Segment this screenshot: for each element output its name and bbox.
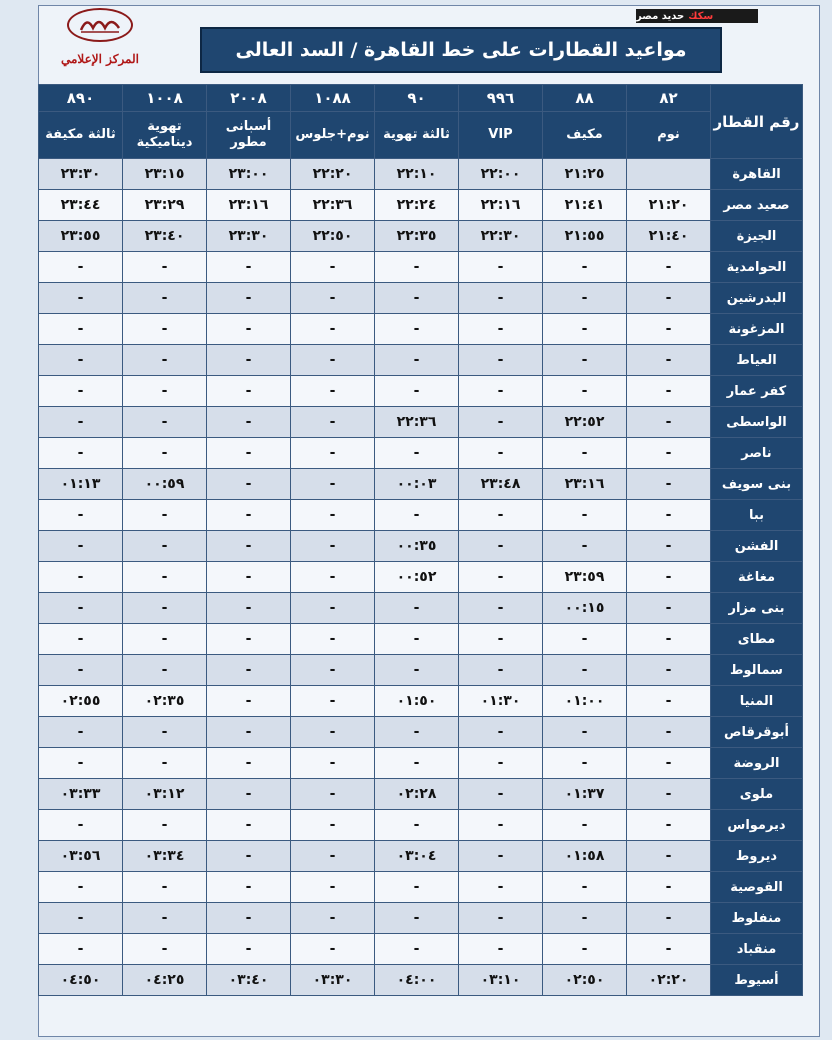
time-cell: - [207, 872, 291, 903]
train-number-header: ٩٩٦ [459, 85, 543, 112]
time-cell: - [39, 500, 123, 531]
time-cell: ٢٣:٣٠ [39, 159, 123, 190]
time-cell: - [207, 810, 291, 841]
table-row [39, 190, 803, 221]
time-cell: - [39, 872, 123, 903]
time-cell: ٢٣:١٦ [207, 190, 291, 221]
train-type-header: ثالثة مكيفة [39, 112, 123, 159]
time-cell: ٠٢:٢٠ [627, 965, 711, 996]
train-number-header: ٢٠٠٨ [207, 85, 291, 112]
time-cell: - [543, 872, 627, 903]
time-cell: - [375, 748, 459, 779]
time-cell: - [291, 283, 375, 314]
table-row [39, 593, 803, 624]
time-cell: - [375, 345, 459, 376]
time-cell: ٠٣:٠٤ [375, 841, 459, 872]
time-cell: - [123, 283, 207, 314]
table-row [39, 376, 803, 407]
time-cell: - [627, 500, 711, 531]
time-cell: - [459, 872, 543, 903]
time-cell: - [627, 407, 711, 438]
station-name: القوصية [711, 872, 803, 903]
table-row [39, 500, 803, 531]
time-cell [627, 159, 711, 190]
time-cell: - [375, 624, 459, 655]
time-cell: - [291, 748, 375, 779]
table-row [39, 779, 803, 810]
time-cell: - [291, 903, 375, 934]
time-cell: - [207, 934, 291, 965]
station-name: مطاى [711, 624, 803, 655]
railway-emblem-icon [67, 8, 133, 42]
time-cell: - [39, 345, 123, 376]
time-cell: - [123, 407, 207, 438]
time-cell: ٢٣:٢٩ [123, 190, 207, 221]
time-cell: - [627, 779, 711, 810]
time-cell: ٠٠:١٥ [543, 593, 627, 624]
time-cell: - [627, 314, 711, 345]
time-cell: ٢٣:١٥ [123, 159, 207, 190]
media-center-logo [50, 8, 150, 72]
time-cell: - [543, 283, 627, 314]
time-cell: - [207, 531, 291, 562]
brand-word-a: سكك [688, 10, 714, 22]
table-row [39, 748, 803, 779]
time-cell: - [543, 438, 627, 469]
time-cell: ٠٢:٥٥ [39, 686, 123, 717]
time-cell: - [543, 934, 627, 965]
time-cell: - [123, 872, 207, 903]
time-cell: - [375, 438, 459, 469]
time-cell: - [39, 903, 123, 934]
train-number-header: ٨٢ [627, 85, 711, 112]
time-cell: - [459, 779, 543, 810]
time-cell: ٢٢:٠٠ [459, 159, 543, 190]
time-cell: - [207, 593, 291, 624]
time-cell: - [207, 438, 291, 469]
station-name: المزغونة [711, 314, 803, 345]
time-cell: ٠١:٣٠ [459, 686, 543, 717]
time-cell: - [39, 810, 123, 841]
time-cell: - [459, 283, 543, 314]
time-cell: - [123, 438, 207, 469]
station-name: الروضة [711, 748, 803, 779]
time-cell: - [459, 252, 543, 283]
time-cell: - [39, 376, 123, 407]
time-cell: - [459, 810, 543, 841]
time-cell: ٢٣:٤٤ [39, 190, 123, 221]
time-cell: - [39, 531, 123, 562]
time-cell: ٠٣:٥٦ [39, 841, 123, 872]
time-cell: ٠٣:١٢ [123, 779, 207, 810]
time-cell: - [543, 717, 627, 748]
time-cell: - [543, 748, 627, 779]
time-cell: - [627, 562, 711, 593]
station-name: القاهرة [711, 159, 803, 190]
station-column-header: رقم القطار [711, 85, 803, 159]
time-cell: - [459, 841, 543, 872]
time-cell: - [459, 531, 543, 562]
time-cell: - [123, 593, 207, 624]
time-cell: - [459, 593, 543, 624]
time-cell: - [123, 500, 207, 531]
time-cell: - [375, 252, 459, 283]
time-cell: ٠٣:١٠ [459, 965, 543, 996]
time-cell: ٢٢:٥٢ [543, 407, 627, 438]
time-cell: - [123, 655, 207, 686]
time-cell: - [291, 934, 375, 965]
time-cell: - [627, 655, 711, 686]
time-cell: ٢٢:١٠ [375, 159, 459, 190]
time-cell: ٢١:٤١ [543, 190, 627, 221]
time-cell: - [375, 314, 459, 345]
time-cell: ٢٣:٥٥ [39, 221, 123, 252]
time-cell: - [207, 624, 291, 655]
time-cell: ٠٠:٠٣ [375, 469, 459, 500]
time-cell: - [543, 624, 627, 655]
station-name: ديرمواس [711, 810, 803, 841]
time-cell: - [627, 748, 711, 779]
time-cell: - [459, 314, 543, 345]
time-cell: ٢٢:٢٤ [375, 190, 459, 221]
time-cell: - [291, 314, 375, 345]
train-type-header: مكيف [543, 112, 627, 159]
time-cell: - [39, 934, 123, 965]
station-name: ببا [711, 500, 803, 531]
time-cell: - [543, 903, 627, 934]
time-cell: - [123, 624, 207, 655]
train-type-row [39, 112, 803, 159]
table-row [39, 965, 803, 996]
time-cell: - [627, 593, 711, 624]
time-cell: ٠٠:٥٩ [123, 469, 207, 500]
time-cell: - [123, 376, 207, 407]
time-cell: - [207, 748, 291, 779]
time-cell: - [459, 407, 543, 438]
time-cell: - [123, 748, 207, 779]
time-cell: - [291, 686, 375, 717]
table-row [39, 810, 803, 841]
time-cell: - [207, 407, 291, 438]
time-cell: - [123, 531, 207, 562]
time-cell: - [207, 717, 291, 748]
time-cell: - [123, 345, 207, 376]
station-name: أسيوط [711, 965, 803, 996]
time-cell: - [375, 717, 459, 748]
time-cell: ٢١:٥٥ [543, 221, 627, 252]
station-name: العياط [711, 345, 803, 376]
page-title: مواعيد القطارات على خط القاهرة / السد العالى [200, 27, 722, 73]
time-cell: ٢٢:٣٠ [459, 221, 543, 252]
time-cell: ٢٣:٠٠ [207, 159, 291, 190]
time-cell: - [375, 593, 459, 624]
time-cell: ٢١:٤٠ [627, 221, 711, 252]
time-cell: - [291, 438, 375, 469]
time-cell: ٢٢:٢٠ [291, 159, 375, 190]
time-cell: - [375, 903, 459, 934]
time-cell: ٠٤:٥٠ [39, 965, 123, 996]
time-cell: - [627, 841, 711, 872]
station-name: الجيزة [711, 221, 803, 252]
time-cell: - [207, 283, 291, 314]
time-cell: - [207, 314, 291, 345]
train-type-header: أسبانى مطور [207, 112, 291, 159]
time-cell: - [543, 252, 627, 283]
table-row [39, 314, 803, 345]
train-number-header: ١٠٠٨ [123, 85, 207, 112]
train-type-header: نوم [627, 112, 711, 159]
train-number-header: ٩٠ [375, 85, 459, 112]
time-cell: - [627, 810, 711, 841]
table-row [39, 934, 803, 965]
time-cell: - [291, 345, 375, 376]
time-cell: - [291, 810, 375, 841]
time-cell: - [207, 376, 291, 407]
station-name: الواسطى [711, 407, 803, 438]
time-cell: - [291, 872, 375, 903]
time-cell: - [627, 283, 711, 314]
time-cell: - [375, 283, 459, 314]
time-cell: - [543, 345, 627, 376]
time-cell: - [459, 624, 543, 655]
time-cell: - [291, 624, 375, 655]
time-cell: - [39, 655, 123, 686]
time-cell: ٢٣:١٦ [543, 469, 627, 500]
time-cell: - [123, 934, 207, 965]
time-cell: - [291, 407, 375, 438]
time-cell: ٢٣:٤٠ [123, 221, 207, 252]
train-number-header: ١٠٨٨ [291, 85, 375, 112]
time-cell: - [291, 531, 375, 562]
table-row [39, 469, 803, 500]
time-cell: - [627, 872, 711, 903]
table-row [39, 655, 803, 686]
time-cell: - [207, 252, 291, 283]
time-cell: - [291, 500, 375, 531]
time-cell: ٠٤:٢٥ [123, 965, 207, 996]
time-cell: - [627, 345, 711, 376]
station-name: كفر عمار [711, 376, 803, 407]
time-cell: ٢٣:٣٠ [207, 221, 291, 252]
station-name: بنى مزار [711, 593, 803, 624]
table-row [39, 283, 803, 314]
time-cell: - [459, 345, 543, 376]
station-name: ناصر [711, 438, 803, 469]
station-name: أبوقرقاص [711, 717, 803, 748]
table-row [39, 717, 803, 748]
time-cell: - [543, 500, 627, 531]
time-cell: - [627, 438, 711, 469]
table-row [39, 159, 803, 190]
time-cell: ٢١:٢٥ [543, 159, 627, 190]
station-name: صعيد مصر [711, 190, 803, 221]
station-name: ملوى [711, 779, 803, 810]
time-cell: - [207, 779, 291, 810]
table-row [39, 407, 803, 438]
time-cell: - [207, 469, 291, 500]
train-type-header: VIP [459, 112, 543, 159]
time-cell: - [627, 624, 711, 655]
time-cell: ٠٤:٠٠ [375, 965, 459, 996]
time-cell: - [291, 593, 375, 624]
time-cell: - [123, 717, 207, 748]
time-cell: - [459, 562, 543, 593]
time-cell: - [207, 686, 291, 717]
station-name: ديروط [711, 841, 803, 872]
time-cell: - [39, 252, 123, 283]
time-cell: - [123, 314, 207, 345]
time-cell: ٠١:٥٨ [543, 841, 627, 872]
time-cell: - [207, 903, 291, 934]
time-cell: - [627, 903, 711, 934]
time-cell: - [543, 810, 627, 841]
time-cell: - [627, 252, 711, 283]
table-row [39, 531, 803, 562]
time-cell: ٠٣:٣٠ [291, 965, 375, 996]
time-cell: ٠١:١٣ [39, 469, 123, 500]
table-row [39, 221, 803, 252]
train-number-row [39, 85, 803, 112]
time-cell: - [291, 562, 375, 593]
time-cell: ٠٢:٣٥ [123, 686, 207, 717]
time-cell: - [39, 748, 123, 779]
time-cell: - [375, 872, 459, 903]
time-cell: - [123, 810, 207, 841]
time-cell: ٠١:٠٠ [543, 686, 627, 717]
time-cell: ٠٠:٣٥ [375, 531, 459, 562]
table-row [39, 252, 803, 283]
station-name: مغاغة [711, 562, 803, 593]
train-number-header: ٨٨ [543, 85, 627, 112]
time-cell: - [459, 717, 543, 748]
table-row [39, 872, 803, 903]
time-cell: ٢١:٢٠ [627, 190, 711, 221]
train-type-header: ثالثة تهوية [375, 112, 459, 159]
time-cell: ٠١:٣٧ [543, 779, 627, 810]
time-cell: ٠٢:٥٠ [543, 965, 627, 996]
time-cell: ٠١:٥٠ [375, 686, 459, 717]
station-name: بنى سويف [711, 469, 803, 500]
time-cell: - [39, 717, 123, 748]
table-row [39, 562, 803, 593]
time-cell: - [459, 934, 543, 965]
brand-word-b: حديد مصر [636, 10, 685, 22]
time-cell: - [291, 655, 375, 686]
time-cell: ٢٣:٤٨ [459, 469, 543, 500]
time-cell: - [375, 810, 459, 841]
logo-caption: المركز الإعلامي [61, 52, 139, 66]
time-cell: - [291, 252, 375, 283]
time-cell: - [39, 314, 123, 345]
time-cell: - [291, 841, 375, 872]
time-cell: - [627, 531, 711, 562]
table-row [39, 903, 803, 934]
station-name: سمالوط [711, 655, 803, 686]
time-cell: - [627, 717, 711, 748]
time-cell: - [459, 903, 543, 934]
time-cell: - [207, 345, 291, 376]
time-cell: ٢٢:٣٥ [375, 221, 459, 252]
time-cell: - [207, 500, 291, 531]
time-cell: - [459, 376, 543, 407]
time-cell: - [543, 655, 627, 686]
time-cell: ٠٢:٢٨ [375, 779, 459, 810]
time-cell: ٢٢:٥٠ [291, 221, 375, 252]
table-row [39, 841, 803, 872]
station-name: منفلوط [711, 903, 803, 934]
table-row [39, 624, 803, 655]
time-cell: - [39, 438, 123, 469]
time-cell: ٠٣:٣٣ [39, 779, 123, 810]
time-cell: - [375, 934, 459, 965]
time-cell: - [543, 376, 627, 407]
time-cell: ٠٣:٤٠ [207, 965, 291, 996]
time-cell: - [123, 562, 207, 593]
station-name: البدرشين [711, 283, 803, 314]
time-cell: - [39, 593, 123, 624]
time-cell: ٠٠:٥٢ [375, 562, 459, 593]
table-row [39, 438, 803, 469]
time-cell: ٢٢:٣٦ [291, 190, 375, 221]
time-cell: - [627, 934, 711, 965]
train-number-header: ٨٩٠ [39, 85, 123, 112]
time-cell: - [627, 376, 711, 407]
time-cell: - [459, 438, 543, 469]
time-cell: - [39, 283, 123, 314]
time-cell: - [375, 500, 459, 531]
time-cell: ٢٣:٥٩ [543, 562, 627, 593]
time-cell: - [627, 469, 711, 500]
time-cell: - [39, 407, 123, 438]
time-cell: - [291, 376, 375, 407]
table-row [39, 345, 803, 376]
time-cell: - [207, 655, 291, 686]
time-cell: - [123, 903, 207, 934]
time-cell: - [543, 531, 627, 562]
time-cell: - [375, 655, 459, 686]
time-cell: - [459, 748, 543, 779]
time-cell: - [291, 717, 375, 748]
time-cell: - [543, 314, 627, 345]
station-name: المنيا [711, 686, 803, 717]
time-cell: - [39, 562, 123, 593]
time-cell: - [375, 376, 459, 407]
train-type-header: تهوية ديناميكية [123, 112, 207, 159]
time-cell: - [207, 562, 291, 593]
time-cell: - [459, 500, 543, 531]
station-name: الحوامدية [711, 252, 803, 283]
brand-tag [636, 9, 758, 23]
time-cell: - [39, 624, 123, 655]
time-cell: - [207, 841, 291, 872]
time-cell: - [459, 655, 543, 686]
time-cell: - [627, 686, 711, 717]
time-cell: ٠٣:٣٤ [123, 841, 207, 872]
train-type-header: نوم+جلوس [291, 112, 375, 159]
time-cell: - [123, 252, 207, 283]
table-row [39, 686, 803, 717]
time-cell: - [291, 469, 375, 500]
time-cell: - [291, 779, 375, 810]
train-schedule-table [38, 84, 803, 996]
station-name: منقباد [711, 934, 803, 965]
time-cell: ٢٢:٣٦ [375, 407, 459, 438]
station-name: الفشن [711, 531, 803, 562]
time-cell: ٢٢:١٦ [459, 190, 543, 221]
